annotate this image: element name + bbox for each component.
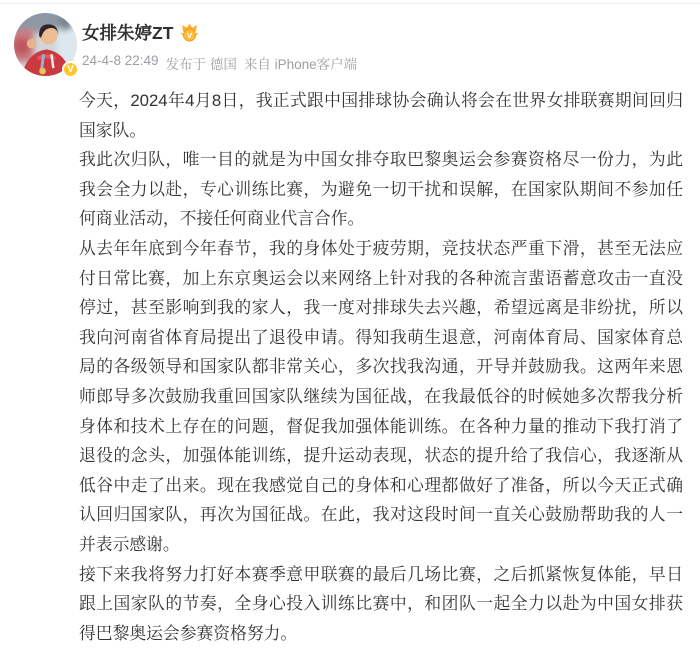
svg-text:V: V — [187, 31, 193, 40]
post-meta — [82, 53, 357, 73]
post-paragraph: 我此次归队，唯一目的就是为中国女排夺取巴黎奥运会参赛资格尽一份力，为此我会全力以赴，专心训练比赛，为避免一切干扰和误解，在国家队期间不参加任何商业活动，不接任何商业代言合作。 — [79, 145, 683, 234]
post-paragraph: 今天，2024年4月8日，我正式跟中国排球协会确认将会在世界女排联赛期间回归国家队。 — [79, 86, 683, 145]
gold-v-crown-icon — [179, 23, 200, 42]
post-paragraph: 从去年年底到今年春节，我的身体处于疲劳期，竞技状态严重下滑，甚至无法应付日常比赛，加上东京奥运会以来网络上针对我的各种流言蜚语蓄意攻击一直没停过，甚至影响到我的家人，我一度对排球失去兴趣，希望远离是非纷扰，所以我向河南省体育局提出了退役申请。得知我萌生退意，河南体育局、国家体育总局的各级领导和国家队都非常关心，多次找我沟通，开导并鼓励我。这两年来恩师郎导多次鼓励我重回国家队继续为国征战，在我最低谷的时候她多次帮我分析身体和技术上存在的问题，督促我加强体能训练。在各种力量的推动下我打消了退役的念头，加强体能训练，提升运动表现，状态的提升给了我信心，我逐渐从低谷中走了出来。现在我感觉自己的身体和心理都做好了准备，所以今天正式确认回归国家队，再次为国征战。在此，我对这段时间一直关心鼓励帮助我的人一并表示感谢。 — [79, 234, 683, 560]
post-location: 发布于 德国 — [166, 53, 237, 73]
top-divider — [0, 3, 700, 4]
user-avatar[interactable] — [14, 13, 77, 76]
post-time: 24-4-8 22:49 — [82, 53, 159, 73]
post-content — [79, 86, 683, 648]
user-info — [82, 20, 357, 73]
post-paragraph: 接下来我将努力打好本赛季意甲联赛的最后几场比赛，之后抓紧恢复体能，早日跟上国家队的节奏，全身心投入训练比赛中，和团队一起全力以赴为中国女排获得巴黎奥运会参赛资格努力。 — [79, 560, 683, 648]
post-source: 来自 iPhone客户端 — [244, 53, 357, 73]
verified-v-badge-icon: V — [62, 61, 79, 78]
username[interactable]: 女排朱婷ZT — [82, 20, 173, 45]
